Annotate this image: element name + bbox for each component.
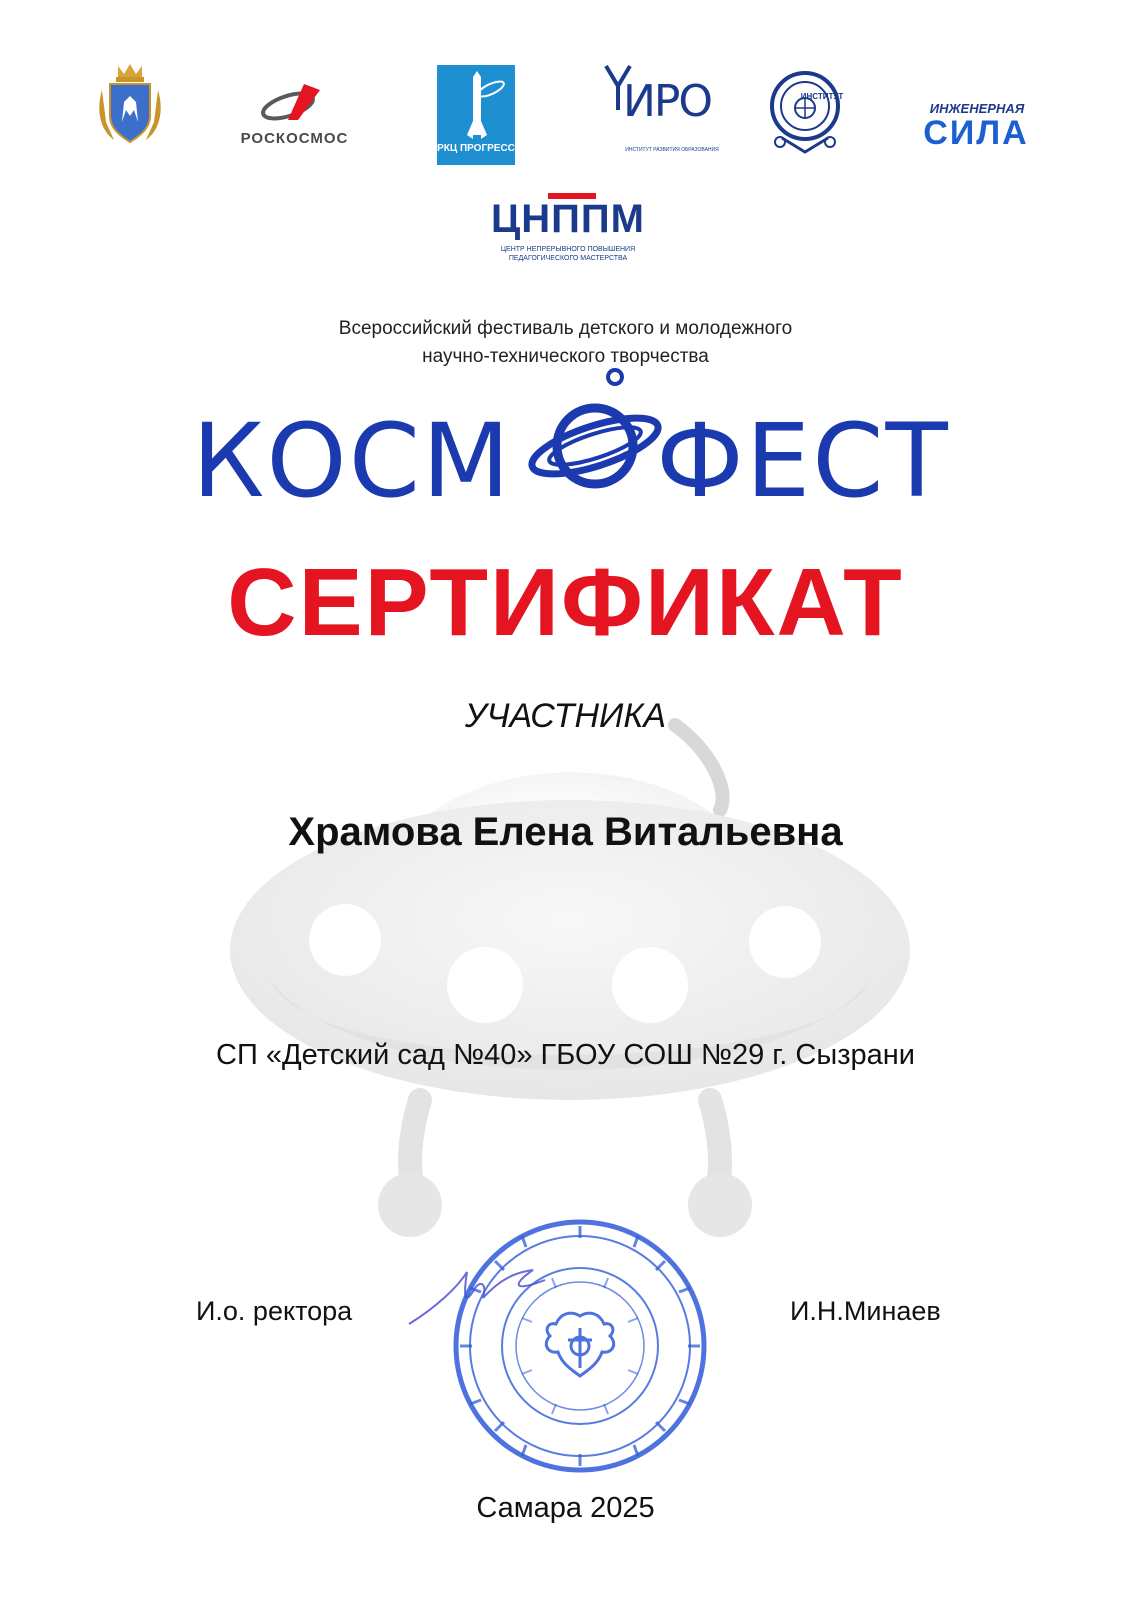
kosmofest-logo-left: КОСМ	[192, 402, 512, 521]
rkc-progress-label: РКЦ ПРОГРЕСС	[437, 143, 515, 154]
iro-logo-text: ИРО	[622, 76, 712, 127]
engineering-logo-top: ИНЖЕНЕРНАЯ	[929, 101, 1025, 116]
samara-coat-of-arms-logo	[96, 60, 164, 148]
cnppm-logo-subtitle-1: ЦЕНТР НЕПРЕРЫВНОГО ПОВЫШЕНИЯ	[500, 246, 636, 253]
recipient-name: Храмова Елена Витальевна	[288, 810, 843, 854]
roscosmos-label: РОСКОСМОС	[240, 130, 349, 147]
institute-logo-text: ИНСТИТУТ	[800, 92, 844, 101]
city-year: Самара 2025	[476, 1492, 655, 1524]
certificate-title: СЕРТИФИКАТ	[227, 549, 904, 656]
signatory-name: И.Н.Минаев	[790, 1296, 941, 1326]
certificate-subtitle: УЧАСТНИКА	[464, 697, 667, 735]
ufo-background-illustration	[210, 680, 930, 1240]
kosmofest-logo-right: ФЕСТ	[656, 402, 950, 521]
signatory-role: И.о. ректора	[196, 1296, 353, 1326]
festival-description-line-2: научно-технического творчества	[422, 346, 709, 367]
institute-emblem-logo	[768, 68, 842, 156]
festival-description-line-1: Всероссийский фестиваль детского и молодежного	[338, 318, 793, 339]
recipient-organization: СП «Детский сад №40» ГБОУ СОШ №29 г. Сызрани	[216, 1039, 915, 1071]
cnppm-logo-text: ЦНППМ	[491, 197, 645, 241]
official-stamp	[452, 1218, 708, 1474]
roscosmos-logo	[258, 80, 330, 124]
planet-o-icon	[525, 364, 665, 504]
engineering-logo-main: СИЛА	[923, 114, 1029, 152]
cnppm-logo-subtitle-2: ПЕДАГОГИЧЕСКОГО МАСТЕРСТВА	[508, 255, 628, 262]
iro-logo-subtitle: ИНСТИТУТ РАЗВИТИЯ ОБРАЗОВАНИЯ	[625, 147, 719, 153]
